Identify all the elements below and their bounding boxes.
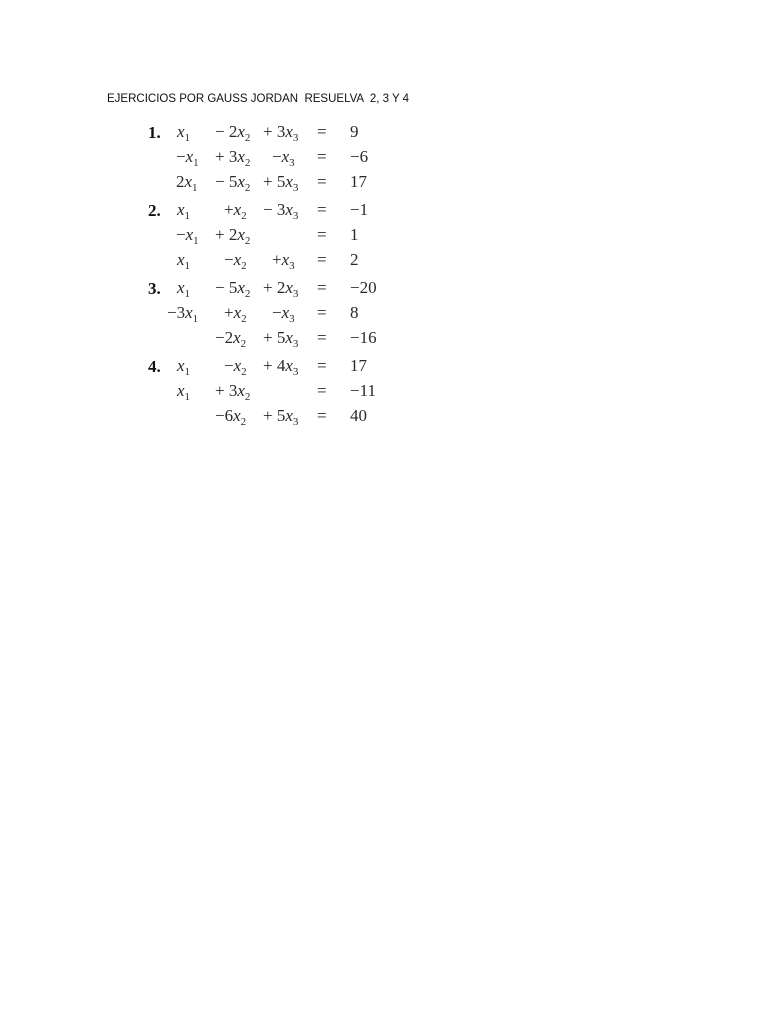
equation-term: + $2x_2$ <box>215 225 251 247</box>
equation <box>145 122 445 146</box>
equation <box>145 303 445 327</box>
equation-rhs: 17 <box>350 172 367 191</box>
equation-rhs: −1 <box>350 200 369 219</box>
equation-term: $x_1$ <box>177 200 191 222</box>
equation-term: $-2x_2$ <box>215 328 247 350</box>
equation-term: $+x_3$ <box>272 250 295 272</box>
equation-term: $-x_2$ <box>224 250 247 272</box>
equals-sign: = <box>317 147 327 166</box>
equation-term: − $2x_2$ <box>215 122 251 144</box>
equation-rhs: 17 <box>350 356 367 375</box>
equals-sign: = <box>317 303 327 322</box>
equals-sign: = <box>317 200 327 219</box>
equation-term: $-3x_1$ <box>167 303 199 325</box>
equation-term: $x_1$ <box>177 122 191 144</box>
equals-sign: = <box>317 225 327 244</box>
equation-term: $x_1$ <box>177 278 191 300</box>
equation-rhs: 8 <box>350 303 359 322</box>
equation <box>145 356 445 380</box>
equation-term: $x_1$ <box>177 381 191 403</box>
equation-term: $+x_2$ <box>224 303 247 325</box>
equation-term: $+x_2$ <box>224 200 247 222</box>
equation <box>145 172 445 196</box>
equation-term: $-x_2$ <box>224 356 247 378</box>
equation-rhs: 1 <box>350 225 359 244</box>
equation-term: + $4x_3$ <box>263 356 299 378</box>
equation <box>145 406 445 430</box>
equation <box>145 250 445 274</box>
equation-term: − $5x_2$ <box>215 172 251 194</box>
exercise-1 <box>145 122 445 199</box>
equation <box>145 381 445 405</box>
exercise-2 <box>145 200 445 277</box>
exercise-number: 4. <box>148 357 161 376</box>
equals-sign: = <box>317 172 327 191</box>
equation-rhs: 9 <box>350 122 359 141</box>
equals-sign: = <box>317 406 327 425</box>
document-title: EJERCICIOS POR GAUSS JORDAN RESUELVA 2, 3 Y 4 <box>107 93 410 105</box>
exercise-4 <box>145 356 445 433</box>
equation-term: $2x_1$ <box>176 172 198 194</box>
equation <box>145 278 445 302</box>
equals-sign: = <box>317 122 327 141</box>
equation-term: $-x_3$ <box>272 147 295 169</box>
equation-term: + $3x_2$ <box>215 381 251 403</box>
equation <box>145 225 445 249</box>
equation-term: + $2x_3$ <box>263 278 299 300</box>
exercise-list <box>145 122 445 433</box>
equation-term: + $5x_3$ <box>263 328 299 350</box>
equation <box>145 328 445 352</box>
equation-term: $-x_3$ <box>272 303 295 325</box>
equation-rhs: −16 <box>350 328 377 347</box>
exercise-number: 2. <box>148 201 161 220</box>
equals-sign: = <box>317 381 327 400</box>
equation <box>145 147 445 171</box>
equals-sign: = <box>317 328 327 347</box>
equation-term: + $5x_3$ <box>263 172 299 194</box>
equation-rhs: −20 <box>350 278 377 297</box>
equation-rhs: 2 <box>350 250 359 269</box>
equation-term: − $5x_2$ <box>215 278 251 300</box>
equation-term: + $5x_3$ <box>263 406 299 428</box>
equation-term: $-6x_2$ <box>215 406 247 428</box>
equation-term: $x_1$ <box>177 356 191 378</box>
equation-term: − $3x_3$ <box>263 200 299 222</box>
equation-term: + $3x_3$ <box>263 122 299 144</box>
equals-sign: = <box>317 278 327 297</box>
equation-term: $x_1$ <box>177 250 191 272</box>
equals-sign: = <box>317 356 327 375</box>
equation <box>145 200 445 224</box>
equation-rhs: −11 <box>350 381 376 400</box>
exercise-number: 3. <box>148 279 161 298</box>
equals-sign: = <box>317 250 327 269</box>
equation-rhs: −6 <box>350 147 369 166</box>
equation-term: $-x_1$ <box>176 225 199 247</box>
exercise-number: 1. <box>148 123 161 142</box>
equation-term: $-x_1$ <box>176 147 199 169</box>
equation-term: + $3x_2$ <box>215 147 251 169</box>
exercise-3 <box>145 278 445 355</box>
equation-rhs: 40 <box>350 406 367 425</box>
